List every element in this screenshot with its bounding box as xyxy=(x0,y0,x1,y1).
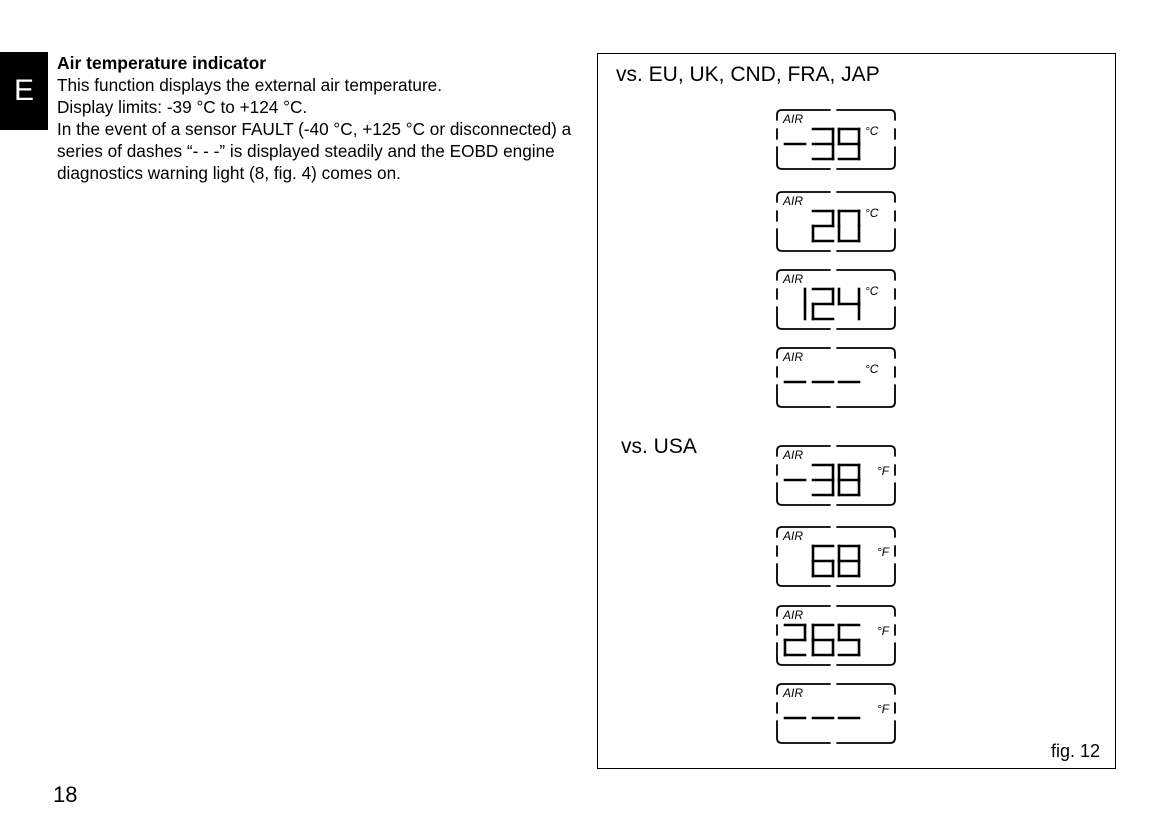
section-paragraph: This function displays the external air temperature. xyxy=(57,75,442,95)
language-tab xyxy=(0,52,48,130)
lcd-svg xyxy=(773,267,899,332)
lcd-unit: °F xyxy=(877,702,890,716)
lcd-digit xyxy=(839,625,859,655)
lcd-unit: °F xyxy=(877,624,890,638)
lcd-digit xyxy=(813,129,833,159)
lcd-air-indicator: AIR xyxy=(783,194,804,208)
lcd-svg xyxy=(773,107,899,172)
lcd-air-indicator: AIR xyxy=(783,448,804,462)
lcd-digit xyxy=(839,546,859,576)
lcd-display xyxy=(773,681,899,746)
lcd-digit xyxy=(839,211,859,241)
figure-panel xyxy=(597,53,1116,769)
lcd-display xyxy=(773,107,899,172)
lcd-display xyxy=(773,443,899,508)
section-heading: Air temperature indicator xyxy=(57,53,267,73)
lcd-display xyxy=(773,603,899,668)
lcd-unit: °F xyxy=(877,464,890,478)
lcd-svg xyxy=(773,345,899,410)
lcd-digit xyxy=(839,289,859,319)
lcd-display xyxy=(773,189,899,254)
region-label-metric: vs. EU, UK, CND, FRA, JAP xyxy=(616,63,880,86)
section-paragraph: Display limits: -39 °C to +124 °C. xyxy=(57,97,308,117)
lcd-unit: °C xyxy=(865,284,879,298)
lcd-air-indicator: AIR xyxy=(783,272,804,286)
section-text xyxy=(57,52,587,184)
lcd-digit xyxy=(839,129,859,159)
lcd-digit xyxy=(813,625,833,655)
lcd-svg xyxy=(773,189,899,254)
lcd-digit xyxy=(813,546,833,576)
lcd-digit xyxy=(839,465,859,495)
lcd-unit: °C xyxy=(865,362,879,376)
lcd-display xyxy=(773,267,899,332)
lcd-air-indicator: AIR xyxy=(783,529,804,543)
lcd-svg xyxy=(773,443,899,508)
lcd-display xyxy=(773,345,899,410)
language-tab-label: E xyxy=(13,74,34,107)
section-paragraph: In the event of a sensor FAULT (-40 °C, +125 °C or disconnected) a series of dashes “- - -” is displayed steadily and the EOBD engine diagnostics warning light (8, fig. 4) comes on. xyxy=(57,119,572,183)
lcd-digit xyxy=(813,289,833,319)
page-number: 18 xyxy=(53,782,78,807)
lcd-unit: °F xyxy=(877,545,890,559)
figure-caption: fig. 12 xyxy=(1050,741,1100,761)
lcd-digit xyxy=(813,465,833,495)
lcd-unit: °C xyxy=(865,124,879,138)
lcd-svg xyxy=(773,603,899,668)
lcd-air-indicator: AIR xyxy=(783,112,804,126)
lcd-digit xyxy=(813,211,833,241)
lcd-svg xyxy=(773,524,899,589)
lcd-air-indicator: AIR xyxy=(783,686,804,700)
lcd-digit xyxy=(785,625,805,655)
lcd-air-indicator: AIR xyxy=(783,608,804,622)
lcd-unit: °C xyxy=(865,206,879,220)
region-label-usa: vs. USA xyxy=(621,435,697,458)
lcd-svg xyxy=(773,681,899,746)
lcd-air-indicator: AIR xyxy=(783,350,804,364)
lcd-display xyxy=(773,524,899,589)
